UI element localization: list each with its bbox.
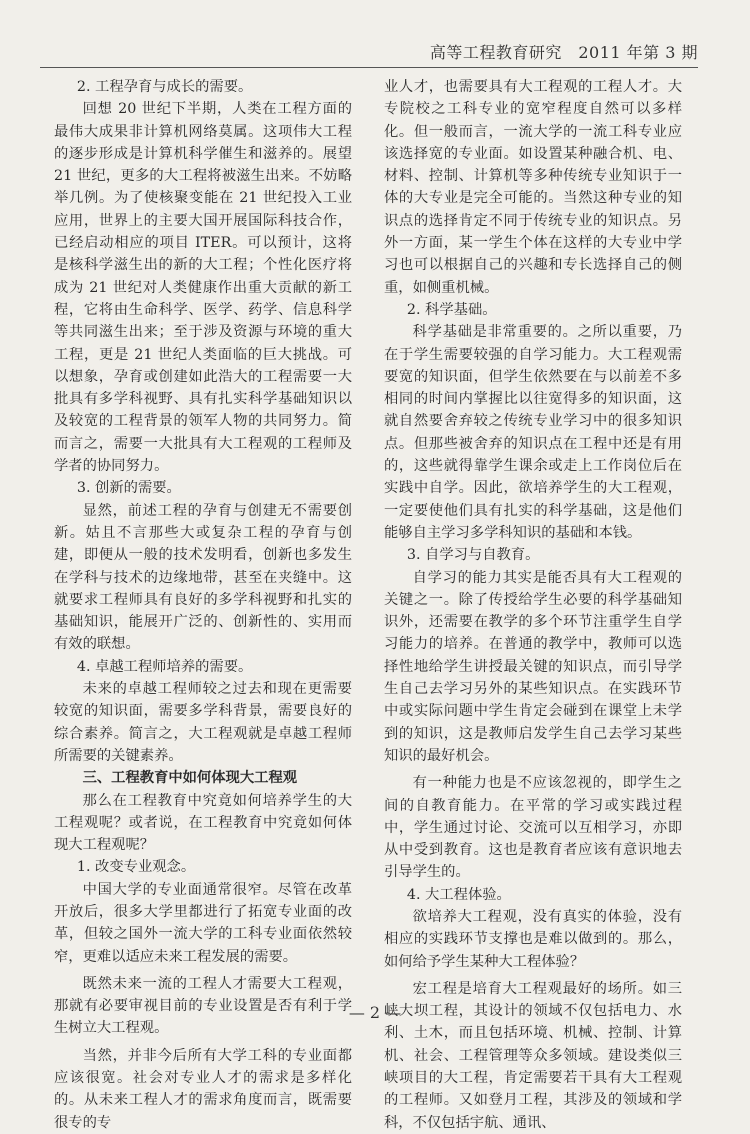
paragraph: 未来的卓越工程师较之过去和现在更需要较宽的知识面，需要多学科背景，需要良好的综合素养。简言之，大工程观就是卓越工程师所需要的关键素养。 bbox=[54, 681, 352, 764]
journal-header: 高等工程教育研究 2011 年第 3 期 bbox=[429, 43, 698, 62]
header-rule bbox=[40, 67, 698, 68]
running-header bbox=[40, 40, 698, 64]
numbered-heading: 1. 改变专业观念。 bbox=[76, 859, 196, 876]
numbered-heading: 2. 工程孕育与成长的需要。 bbox=[76, 79, 253, 95]
paragraph: 业人才，也需要具有大工程观的工程人才。大专院校之工科专业的宽窄程度自然可以多样化。但一般而言，一流大学的一流工科专业应该选择宽的专业面。如设置某种融合机、电、材料、控制、计算机等多种传统专业知识于一体的大专业是完全可能的。当然这种专业的知识点的选择肯定不同于传统专业的知识点。另外一方面，某一学生个体在这样的大专业中学习也可以根据自己的兴趣和专长选择自己的侧重，如侧重机械。 bbox=[384, 79, 682, 296]
right-column bbox=[384, 76, 682, 1134]
paragraph: 科学基础是非常重要的。之所以重要，乃在于学生需要较强的自学习能力。大工程观需要宽的知识面，但学生依然要在与以前差不多相同的时间内掌握比以往宽得多的知识面，这就自然要舍弃较之传统专业学习中的很多知识点。但那些被舍弃的知识点在工程中还是有用的，这些就得靠学生课余或走上工作岗位后在实践中自学。因此，欲培养学生的大工程观，一定要使他们具有扎实的科学基础，这是他们能够自主学习多学科知识的基础和本钱。 bbox=[384, 324, 682, 541]
numbered-heading: 4. 卓越工程师培养的需要。 bbox=[76, 658, 253, 675]
numbered-heading: 4. 大工程体验。 bbox=[406, 886, 511, 903]
section-heading: 三、工程教育中如何体现大工程观 bbox=[82, 770, 298, 787]
numbered-heading: 3. 自学习与自教育。 bbox=[406, 547, 540, 564]
paragraph: 有一种能力也是不应该忽视的，即学生之间的自教育能力。在平常的学习或实践过程中，学生通过讨论、交流可以互相学习，亦即从中受到教育。这也是教育者应该有意识地去引导学生的。 bbox=[384, 775, 682, 881]
numbered-heading: 3. 创新的需要。 bbox=[76, 480, 181, 497]
paragraph: 欲培养大工程观，没有真实的体验，没有相应的实践环节支撑也是难以做到的。那么，如何给予学生某种大工程体验？ bbox=[384, 908, 682, 970]
paragraph: 当然，并非今后所有大学工科的专业面都应该很宽。社会对专业人才的需求是多样化的。从未来工程人才的需求角度而言，既需要很专的专 bbox=[54, 1047, 352, 1131]
paragraph: 那么在工程教育中究竟如何培养学生的大工程观呢？或者说，在工程教育中究竟如何体现大工程观呢？ bbox=[54, 792, 352, 854]
paragraph: 显然，前述工程的孕育与创建无不需要创新。姑且不言那些大或复杂工程的孕育与创建，即便从一般的技术发明看，创新也多发生在学科与技术的边缘地带，甚至在夹缝中。这就要求工程师具有良好的多学科视野和扎实的基础知识，能展开广泛的、创新性的、实用而有效的联想。 bbox=[54, 502, 352, 653]
numbered-heading: 2. 科学基础。 bbox=[406, 301, 497, 318]
paragraph: 回想 20 世纪下半期，人类在工程方面的最伟大成果非计算机网络莫属。这项伟大工程的逐步形成是计算机科学催生和滋养的。展望 21 世纪，更多的大工程将被滋生出来。不妨略举几例。为了使核聚变能在 21 世纪投入工业应用，世界上的主要大国开展国际科技合作，已经启动相应的项目 ITER。可以预计，这将是核科学滋生出的新的大工程；个性化医疗将成为 21 世纪对人类健康作出重大贡献的新工程，它将由生命科学、医学、药学、信息科学等共同滋生出来；至于涉及资源与环境的重大工程，更是 21 世纪人类面临的巨大挑战。可以想象，孕育或创建如此浩大的工程需要一大批具有多学科视野、具有扎实科学基础知识以及较宽的工程背景的领军人物的共同努力。简而言之，需要一大批具有大工程观的工程师及学者的协同努力。 bbox=[54, 101, 352, 475]
paragraph: 宏工程是培育大工程观最好的场所。如三峡大坝工程，其设计的领域不仅包括电力、水利、土木，而且包括环境、机械、控制、计算机、社会、工程管理等众多领域。建设类似三峡项目的大工程，肯定需要若干具有大工程观的工程师。又如登月工程，其涉及的领域和学科，不仅包括宇航、通讯、 bbox=[384, 980, 682, 1131]
paragraph: 自学习的能力其实是能否具有大工程观的关键之一。除了传授给学生必要的科学基础知识外，还需要在教学的多个环节注重学生自学习能力的培养。在普通的教学中，教师可以选择性地给学生讲授最关键的知识点，而引导学生自己去学习另外的某些知识点。在实践环节中或实际问题中学生肯定会碰到在课堂上未学到的知识，这是教师启发学生自己去学习某些知识的最好机会。 bbox=[384, 569, 682, 764]
paragraph: 中国大学的专业面通常很窄。尽管在改革开放后，很多大学里都进行了拓宽专业面的改革，但较之国外一流大学的工科专业面依然较窄，更难以适应未来工程发展的需要。 bbox=[54, 881, 352, 965]
left-column bbox=[54, 76, 352, 1134]
paragraph: 既然未来一流的工程人才需要大工程观，那就有必要审视目前的专业设置是否有利于学生树立大工程观。 bbox=[54, 975, 352, 1037]
page-number: — 2 — bbox=[348, 1003, 402, 1022]
